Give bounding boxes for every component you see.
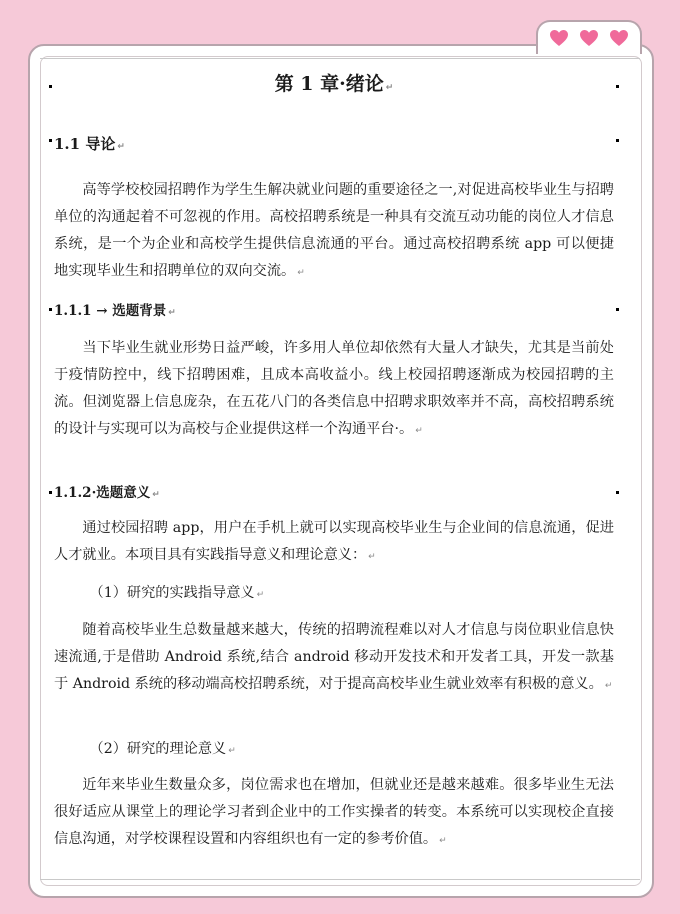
- heart-icon: [579, 29, 599, 47]
- paragraph-marker: [616, 139, 619, 142]
- paragraph-marker: [49, 308, 52, 311]
- practice-paragraph: 随着高校毕业生总数量越来越大，传统的招聘流程难以对人才信息与岗位职业信息快速流通,于是借助 Android 系统,结合 android 移动开发技术和开发者工具，开发一款基于 Android 系统的移动端高校招聘系统，对于提高高校毕业生就业效率有积极的意义。 ↵: [54, 622, 614, 692]
- hearts-tab: [536, 20, 642, 54]
- subsection-heading: 1.1.2·选题意义 ↵: [54, 485, 160, 501]
- heart-icon: [549, 29, 569, 47]
- theory-paragraph: 近年来毕业生数量众多，岗位需求也在增加，但就业还是越来越难。很多毕业生无法很好适应从课堂上的理论学习者到企业中的工作实操者的转变。本系统可以实现校企直接信息沟通，对学校课程设置和内容组织也有一定的参考价值。 ↵: [54, 777, 614, 847]
- practice-heading: （1）研究的实践指导意义 ↵: [89, 585, 265, 601]
- document-page: [40, 58, 640, 880]
- subsection-heading: 1.1.1 → 选题背景 ↵: [54, 303, 176, 319]
- paragraph-marker: [616, 491, 619, 494]
- section-heading: 1.1 导论 ↵: [54, 135, 125, 153]
- background-paragraph: 当下毕业生就业形势日益严峻，许多用人单位却依然有大量人才缺失，尤其是当前处于疫情防控中，线下招聘困难，且成本高收益小。线上校园招聘逐渐成为校园招聘的主流。但浏览器上信息庞杂，在五花八门的各类信息中招聘求职效率并不高，高校招聘系统的设计与实现可以为高校与企业提供这样一个沟通平台·。 ↵: [54, 340, 614, 437]
- paragraph-marker: [616, 308, 619, 311]
- intro-paragraph: 高等学校校园招聘作为学生生解决就业问题的重要途径之一,对促进高校毕业生与招聘单位的沟通起着不可忽视的作用。高校招聘系统是一种具有交流互动功能的岗位人才信息系统，是一个为企业和高校学生提供信息流通的平台。通过高校招聘系统 app 可以便捷地实现毕业生和招聘单位的双向交流。 ↵: [54, 182, 614, 279]
- paragraph-marker: [49, 491, 52, 494]
- heart-icon: [609, 29, 629, 47]
- meaning-paragraph: 通过校园招聘 app，用户在手机上就可以实现高校毕业生与企业间的信息流通，促进人才就业。本项目具有实践指导意义和理论意义： ↵: [54, 520, 614, 563]
- paragraph-marker: [49, 85, 52, 88]
- theory-heading: （2）研究的理论意义 ↵: [89, 741, 236, 757]
- paragraph-marker: [616, 85, 619, 88]
- paragraph-marker: [49, 139, 52, 142]
- chapter-title: 第 1 章·绪论 ↵: [274, 73, 394, 95]
